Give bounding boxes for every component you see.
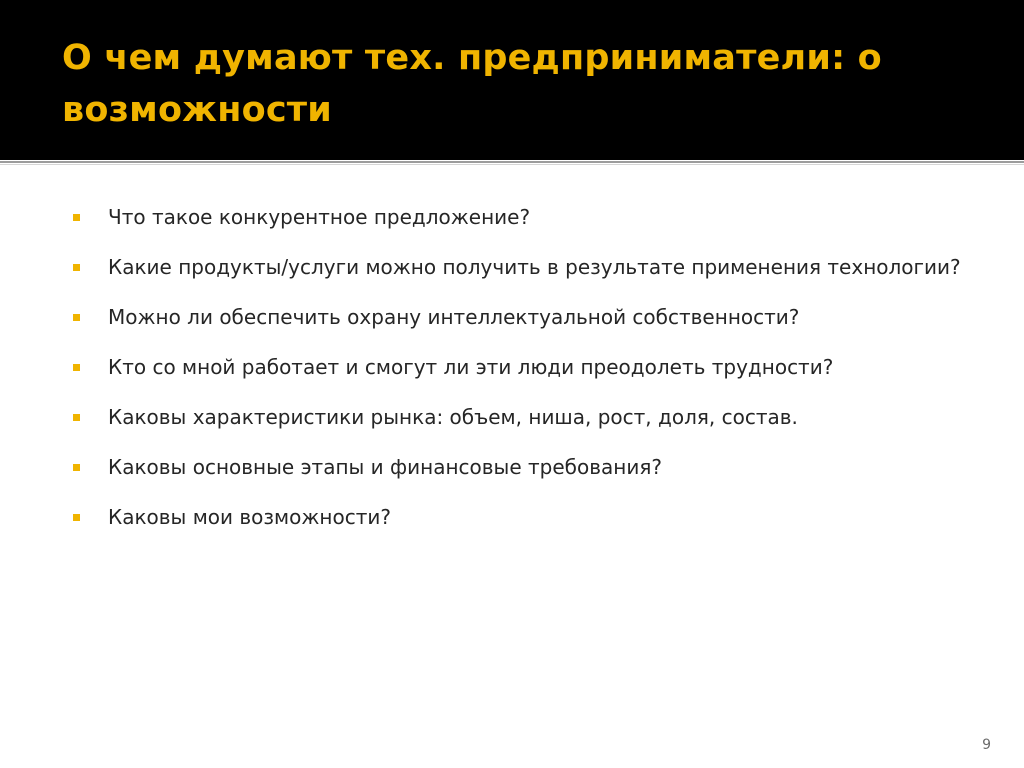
bullet-text: Можно ли обеспечить охрану интеллектуальной собственности? bbox=[108, 305, 800, 329]
square-bullet-icon bbox=[73, 314, 80, 321]
bullet-text: Какие продукты/услуги можно получить в результате применения технологии? bbox=[108, 255, 961, 279]
bullet-item bbox=[70, 405, 970, 430]
page-number: 9 bbox=[982, 737, 991, 753]
bullet-item bbox=[70, 455, 970, 480]
square-bullet-icon bbox=[73, 214, 80, 221]
bullet-text: Что такое конкурентное предложение? bbox=[108, 205, 531, 229]
title-divider bbox=[0, 161, 1024, 163]
bullet-item bbox=[70, 205, 970, 230]
bullet-text: Каковы мои возможности? bbox=[108, 505, 391, 529]
bullet-item bbox=[70, 355, 970, 380]
square-bullet-icon bbox=[73, 264, 80, 271]
bullet-text: Кто со мной работает и смогут ли эти люди преодолеть трудности? bbox=[108, 355, 834, 379]
bullet-text: Каковы основные этапы и финансовые требования? bbox=[108, 455, 662, 479]
square-bullet-icon bbox=[73, 414, 80, 421]
square-bullet-icon bbox=[73, 514, 80, 521]
bullet-item bbox=[70, 505, 970, 530]
bullet-item bbox=[70, 305, 970, 330]
square-bullet-icon bbox=[73, 364, 80, 371]
bullet-item bbox=[70, 255, 970, 280]
title-band bbox=[0, 0, 1024, 160]
title-divider-thin bbox=[0, 164, 1024, 165]
slide-title: О чем думают тех. предприниматели: о возможности bbox=[62, 38, 882, 130]
square-bullet-icon bbox=[73, 464, 80, 471]
bullet-list bbox=[70, 205, 970, 555]
bullet-text: Каковы характеристики рынка: объем, ниша, рост, доля, состав. bbox=[108, 405, 798, 429]
